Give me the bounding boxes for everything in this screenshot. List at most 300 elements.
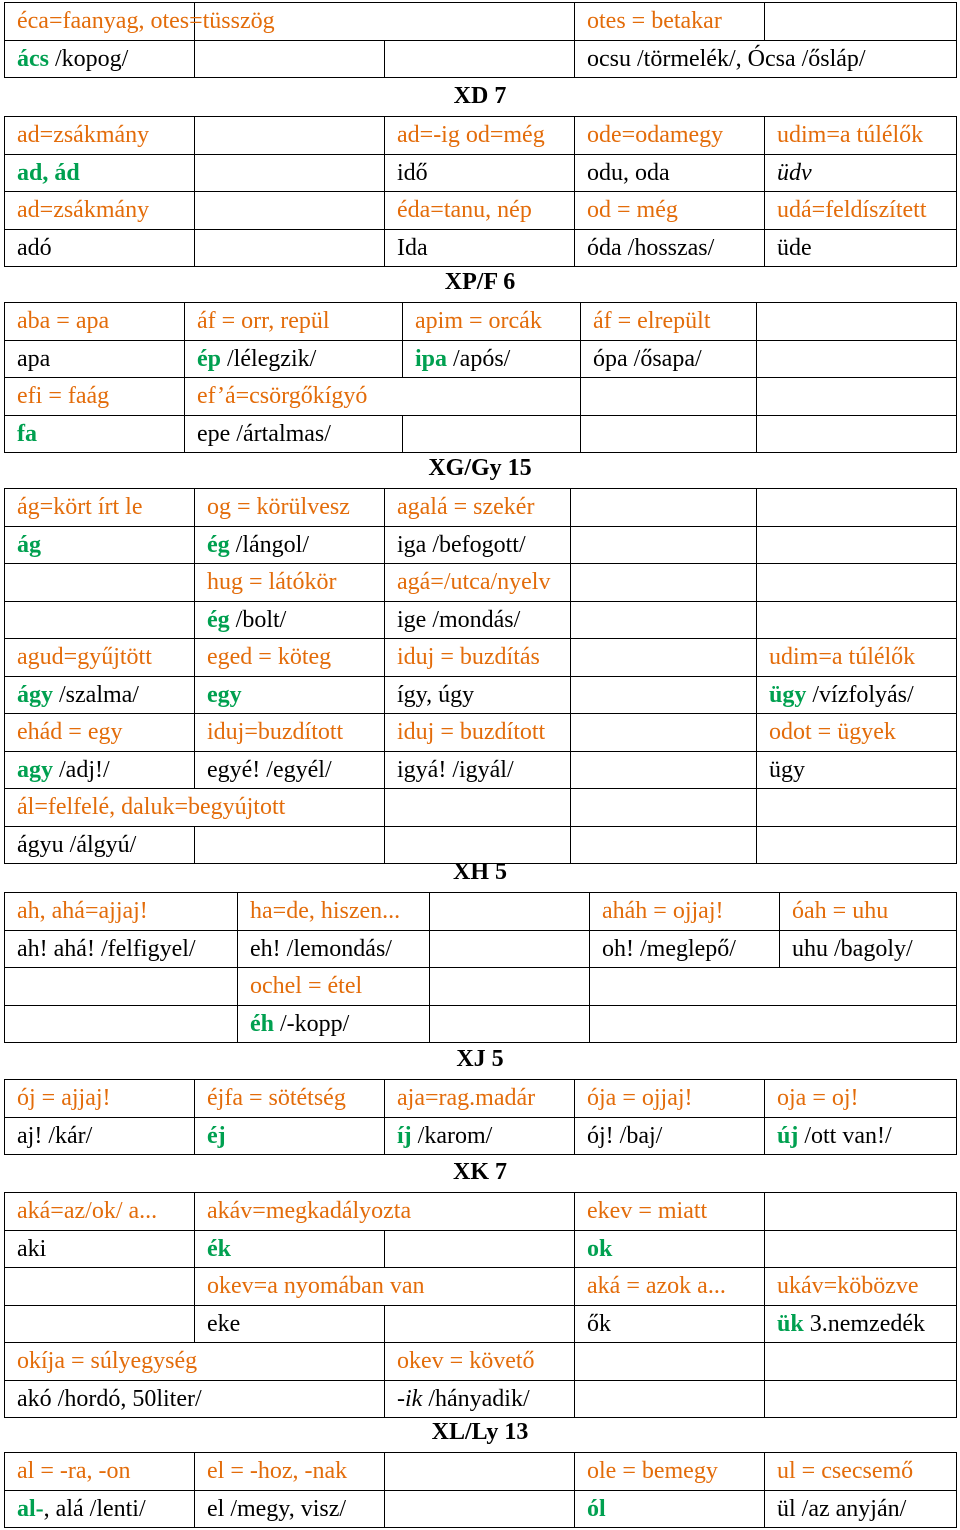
empty-cell	[571, 526, 757, 564]
table-cell	[5, 40, 195, 78]
word-text: eh! /lemondás/	[250, 935, 392, 962]
root-word: al-	[17, 1495, 44, 1522]
word-table	[4, 892, 957, 1043]
word-text: oh! /meglepő/	[602, 935, 736, 962]
empty-cell	[575, 1380, 765, 1418]
table-row	[5, 1343, 957, 1381]
gloss-text: agalá = szekér	[397, 494, 535, 521]
table-cell	[238, 968, 430, 1006]
table-row	[5, 117, 957, 155]
word-text: igyá! /igyál/	[397, 756, 514, 783]
word-text: idő	[397, 159, 428, 186]
table-cell	[5, 1117, 195, 1155]
table-row	[5, 751, 957, 789]
table-cell	[238, 1005, 430, 1043]
empty-cell	[403, 415, 581, 453]
table-row	[5, 415, 957, 453]
table-cell	[5, 1080, 195, 1118]
table-cell	[765, 229, 957, 267]
gloss-text: el = -hoz, -nak	[207, 1458, 348, 1485]
empty-cell	[385, 40, 575, 78]
table-cell	[780, 930, 957, 968]
table-cell	[385, 676, 571, 714]
root-word: ük	[777, 1310, 804, 1337]
empty-cell	[765, 1380, 957, 1418]
empty-cell	[5, 1305, 195, 1343]
table-cell	[5, 1230, 195, 1268]
table-cell	[5, 378, 185, 416]
table-cell	[5, 154, 195, 192]
table-cell	[195, 1453, 385, 1491]
table-row	[5, 1268, 957, 1306]
table-row	[5, 1380, 957, 1418]
table-cell	[185, 303, 403, 341]
word-table	[4, 1192, 957, 1418]
table-cell	[385, 601, 571, 639]
table-cell	[575, 1453, 765, 1491]
root-word: ék	[207, 1235, 231, 1262]
table-cell	[385, 751, 571, 789]
empty-cell	[571, 676, 757, 714]
word-text: odu, oda	[587, 159, 670, 186]
table-cell	[5, 751, 195, 789]
word-text: /bolt/	[229, 606, 287, 633]
table-cell	[195, 639, 385, 677]
gloss-text: aba = apa	[17, 308, 110, 335]
gloss-text: ój = ajjaj!	[17, 1085, 111, 1112]
word-text: óda /hosszas/	[587, 234, 715, 261]
word-text: /hányadik/	[422, 1385, 530, 1412]
gloss-text: og = körülvesz	[207, 494, 350, 521]
empty-cell	[757, 601, 957, 639]
empty-cell	[430, 893, 590, 931]
empty-cell	[765, 1230, 957, 1268]
table-cell	[581, 340, 757, 378]
word-text: aj! /kár/	[17, 1122, 93, 1149]
empty-cell	[757, 378, 957, 416]
table-cell	[765, 1490, 957, 1528]
table-cell	[5, 676, 195, 714]
table-cell	[5, 303, 185, 341]
root-word: ép	[197, 345, 221, 372]
gloss-text: iduj=buzdított	[207, 719, 344, 746]
gloss-text: ad=zsákmány	[17, 122, 150, 149]
table-cell	[385, 154, 575, 192]
gloss-text: aja=rag.madár	[397, 1085, 536, 1112]
word-text: ój! /baj/	[587, 1122, 663, 1149]
word-text: ah! ahá! /felfigyel/	[17, 935, 196, 962]
gloss-text: óah = uhu	[792, 898, 889, 925]
word-text: /karom/	[411, 1122, 493, 1149]
table-cell	[403, 303, 581, 341]
word-text: ágyu /álgyú/	[17, 831, 137, 858]
table-cell	[5, 1193, 195, 1231]
word-table	[4, 2, 957, 78]
empty-cell	[5, 968, 238, 1006]
empty-cell	[757, 415, 957, 453]
word-text: /lángol/	[229, 531, 309, 558]
table-cell	[765, 192, 957, 230]
empty-cell	[581, 378, 757, 416]
table-row	[5, 1453, 957, 1491]
table-cell	[385, 1380, 575, 1418]
table-cell	[765, 117, 957, 155]
table-cell	[5, 893, 238, 931]
table-cell	[5, 489, 195, 527]
table-row	[5, 1117, 957, 1155]
gloss-text: ah, ahá=ajjaj!	[17, 898, 148, 925]
word-text: uhu /bagoly/	[792, 935, 913, 962]
word-text: ül /az anyján/	[777, 1495, 907, 1522]
table-cell	[765, 154, 957, 192]
empty-cell	[5, 1005, 238, 1043]
word-text: /szalma/	[53, 681, 139, 708]
empty-cell	[571, 639, 757, 677]
empty-cell	[385, 1490, 575, 1528]
table-cell	[385, 564, 571, 602]
gloss-text: éda=tanu, nép	[397, 197, 532, 224]
word-text: ópa /ősapa/	[593, 345, 702, 372]
word-text: üde	[777, 234, 812, 261]
table-cell	[581, 303, 757, 341]
section-heading: XJ 5	[456, 1046, 504, 1072]
table-cell	[765, 1453, 957, 1491]
empty-cell	[430, 1005, 590, 1043]
empty-cell	[195, 40, 385, 78]
empty-cell	[757, 303, 957, 341]
table-cell	[575, 1268, 765, 1306]
table-cell	[195, 489, 385, 527]
table-row	[5, 968, 957, 1006]
word-text: aki	[17, 1235, 47, 1262]
table-cell	[385, 1080, 575, 1118]
gloss-text: aháh = ojjaj!	[602, 898, 724, 925]
table-row	[5, 489, 957, 527]
table-cell	[185, 378, 581, 416]
gloss-text: ef’á=csörgőkígyó	[197, 383, 368, 410]
table-row	[5, 340, 957, 378]
table-cell	[5, 192, 195, 230]
gloss-text: oja = oj!	[777, 1085, 859, 1112]
table-cell	[385, 526, 571, 564]
gloss-text: agá=/utca/nyelv	[397, 569, 551, 596]
gloss-text: ole = bemegy	[587, 1458, 718, 1485]
word-text: eke	[207, 1310, 241, 1337]
table-cell	[195, 1268, 575, 1306]
table-row	[5, 930, 957, 968]
table-cell	[575, 117, 765, 155]
root-word: ég	[207, 606, 230, 633]
gloss-text: ekev = miatt	[587, 1198, 708, 1225]
table-cell	[757, 714, 957, 752]
root-word: egy	[207, 681, 242, 708]
word-text: /kopog/	[49, 45, 129, 72]
gloss-text: ója = ojjaj!	[587, 1085, 693, 1112]
gloss-text: ode=odamegy	[587, 122, 724, 149]
word-text: adó	[17, 234, 52, 261]
gloss-text: ochel = étel	[250, 973, 363, 1000]
gloss-text: agud=gyűjtött	[17, 644, 152, 671]
table-cell	[575, 192, 765, 230]
empty-cell	[757, 526, 957, 564]
gloss-text: éjfa = sötétség	[207, 1085, 346, 1112]
table-cell	[385, 192, 575, 230]
empty-cell	[5, 1268, 195, 1306]
table-cell	[575, 40, 957, 78]
gloss-text: ad=zsákmány	[17, 197, 150, 224]
gloss-text: áf = elrepült	[593, 308, 711, 335]
table-cell	[590, 893, 780, 931]
empty-cell	[590, 1005, 957, 1043]
table-cell	[5, 789, 385, 827]
table-row	[5, 40, 957, 78]
word-text: , alá /lenti/	[43, 1495, 146, 1522]
word-text: apa	[17, 345, 51, 372]
word-text: Ida	[397, 234, 428, 261]
word-table	[4, 1079, 957, 1155]
gloss-text: eged = köteg	[207, 644, 332, 671]
root-word: ól	[587, 1495, 606, 1522]
table-row	[5, 676, 957, 714]
gloss-text: ul = csecsemő	[777, 1458, 914, 1485]
table-cell	[195, 1080, 385, 1118]
gloss-text: áf = orr, repül	[197, 308, 330, 335]
section-heading: XK 7	[453, 1159, 507, 1185]
gloss-text: okev=a nyomában van	[207, 1273, 425, 1300]
gloss-text: ad=-ig od=még	[397, 122, 545, 149]
empty-cell	[385, 1453, 575, 1491]
table-cell	[185, 415, 403, 453]
table-cell	[575, 229, 765, 267]
word-text: ők	[587, 1310, 612, 1337]
word-table	[4, 302, 957, 453]
section-heading: XH 5	[453, 859, 507, 885]
table-cell	[5, 930, 238, 968]
gloss-text: udá=feldíszített	[777, 197, 927, 224]
table-cell	[590, 930, 780, 968]
table-cell	[575, 1490, 765, 1528]
table-cell	[238, 893, 430, 931]
table-cell	[385, 117, 575, 155]
empty-cell	[765, 1193, 957, 1231]
table-cell	[195, 1230, 385, 1268]
empty-cell	[5, 564, 195, 602]
table-cell	[185, 340, 403, 378]
table-cell	[238, 930, 430, 968]
empty-cell	[575, 1343, 765, 1381]
table-cell	[5, 1490, 195, 1528]
table-cell	[385, 1117, 575, 1155]
table-cell	[575, 3, 765, 41]
root-word: agy	[17, 756, 53, 783]
table-row	[5, 1305, 957, 1343]
table-cell	[765, 1268, 957, 1306]
empty-cell	[757, 789, 957, 827]
gloss-text: ál=felfelé, daluk=begyújtott	[17, 794, 286, 821]
gloss-text: efi = faág	[17, 383, 110, 410]
gloss-text: éca=faanyag, otes=tüsszög	[17, 8, 275, 35]
table-cell	[780, 893, 957, 931]
gloss-text: ukáv=köbözve	[777, 1273, 919, 1300]
table-row	[5, 378, 957, 416]
table-cell	[5, 340, 185, 378]
table-cell	[385, 489, 571, 527]
empty-cell	[430, 968, 590, 1006]
gloss-text: ág=kört írt le	[17, 494, 143, 521]
table-cell	[5, 639, 195, 677]
gloss-text: hug = látókör	[207, 569, 337, 596]
table-row	[5, 303, 957, 341]
table-cell	[385, 639, 571, 677]
word-text: /lélegzik/	[221, 345, 317, 372]
table-cell	[765, 1305, 957, 1343]
gloss-text: iduj = buzdított	[397, 719, 546, 746]
table-row	[5, 789, 957, 827]
table-row	[5, 526, 957, 564]
gloss-text: aká = azok a...	[587, 1273, 726, 1300]
table-cell	[195, 751, 385, 789]
gloss-text: apim = orcák	[415, 308, 542, 335]
root-word: ipa	[415, 345, 448, 372]
table-cell	[195, 676, 385, 714]
table-row	[5, 3, 957, 41]
gloss-text: ha=de, hiszen...	[250, 898, 401, 925]
word-table	[4, 116, 957, 267]
word-text: /vízfolyás/	[806, 681, 914, 708]
empty-cell	[195, 229, 385, 267]
table-cell	[5, 1453, 195, 1491]
table-cell	[575, 1080, 765, 1118]
word-text: akó /hordó, 50liter/	[17, 1385, 202, 1412]
gloss-text: al = -ra, -on	[17, 1458, 131, 1485]
word-text: üdv	[777, 159, 812, 186]
table-cell	[575, 1230, 765, 1268]
table-row	[5, 154, 957, 192]
table-cell	[5, 117, 195, 155]
word-table	[4, 488, 957, 864]
table-cell	[575, 1193, 765, 1231]
gloss-text: akáv=megkadályozta	[207, 1198, 412, 1225]
table-row	[5, 1193, 957, 1231]
table-cell	[195, 1117, 385, 1155]
table-row	[5, 893, 957, 931]
empty-cell	[757, 340, 957, 378]
table-cell	[575, 154, 765, 192]
empty-cell	[195, 117, 385, 155]
table-cell	[385, 1343, 575, 1381]
table-cell	[5, 3, 275, 41]
gloss-text: aká=az/ok/ a...	[17, 1198, 158, 1225]
empty-cell	[385, 1305, 575, 1343]
table-cell	[385, 229, 575, 267]
table-cell	[5, 714, 195, 752]
empty-cell	[5, 601, 195, 639]
table-row	[5, 714, 957, 752]
empty-cell	[590, 968, 957, 1006]
empty-cell	[757, 489, 957, 527]
table-cell	[195, 564, 385, 602]
gloss-text: udim=a túlélők	[777, 122, 924, 149]
word-text: /adj!/	[53, 756, 110, 783]
table-cell	[765, 1117, 957, 1155]
root-word: ügy	[769, 681, 807, 708]
word-text: -ik	[397, 1385, 423, 1412]
empty-cell	[757, 564, 957, 602]
empty-cell	[195, 192, 385, 230]
table-cell	[757, 676, 957, 714]
empty-cell	[581, 415, 757, 453]
gloss-text: udim=a túlélők	[769, 644, 916, 671]
gloss-text: ehád = egy	[17, 719, 123, 746]
root-word: ok	[587, 1235, 613, 1262]
table-cell	[5, 1343, 385, 1381]
table-cell	[195, 1490, 385, 1528]
root-word: ágy	[17, 681, 53, 708]
gloss-text: iduj = buzdítás	[397, 644, 540, 671]
table-row	[5, 229, 957, 267]
empty-cell	[385, 789, 571, 827]
table-row	[5, 1005, 957, 1043]
table-cell	[575, 1305, 765, 1343]
table-cell	[385, 714, 571, 752]
table-row	[5, 192, 957, 230]
word-text: el /megy, visz/	[207, 1495, 347, 1522]
word-text: 3.nemzedék	[803, 1310, 925, 1337]
word-text: ügy	[769, 756, 805, 783]
empty-cell	[571, 601, 757, 639]
root-word: éh	[250, 1010, 274, 1037]
root-word: íj	[397, 1122, 412, 1149]
gloss-text: od = még	[587, 197, 678, 224]
section-heading: XP/F 6	[444, 269, 516, 295]
empty-cell	[571, 564, 757, 602]
empty-cell	[385, 1230, 575, 1268]
section-heading: XG/Gy 15	[428, 455, 532, 481]
word-text: így, úgy	[397, 681, 475, 708]
root-word: ég	[207, 531, 230, 558]
section-heading: XD 7	[453, 83, 507, 109]
table-cell	[575, 1117, 765, 1155]
root-word: ad, ád	[17, 159, 80, 186]
table-cell	[5, 1380, 385, 1418]
empty-cell	[765, 1343, 957, 1381]
empty-cell	[430, 930, 590, 968]
gloss-text: odot = ügyek	[769, 719, 896, 746]
table-cell	[195, 714, 385, 752]
gloss-text: okev = követő	[397, 1348, 535, 1375]
empty-cell	[571, 714, 757, 752]
table-cell	[195, 1193, 575, 1231]
word-table	[4, 1452, 957, 1528]
word-text: egyé! /egyél/	[207, 756, 332, 783]
table-row	[5, 601, 957, 639]
root-word: éj	[207, 1122, 226, 1149]
section-heading: XL/Ly 13	[431, 1419, 529, 1445]
gloss-text: okíja = súlyegység	[17, 1348, 198, 1375]
table-row	[5, 564, 957, 602]
empty-cell	[571, 751, 757, 789]
table-cell	[765, 1080, 957, 1118]
table-cell	[757, 751, 957, 789]
table-cell	[757, 639, 957, 677]
empty-cell	[195, 154, 385, 192]
table-cell	[195, 526, 385, 564]
root-word: ág	[17, 531, 41, 558]
word-text: ocsu /törmelék/, Ócsa /ősláp/	[587, 45, 866, 72]
root-word: fa	[17, 420, 37, 447]
table-cell	[195, 601, 385, 639]
table-row	[5, 639, 957, 677]
